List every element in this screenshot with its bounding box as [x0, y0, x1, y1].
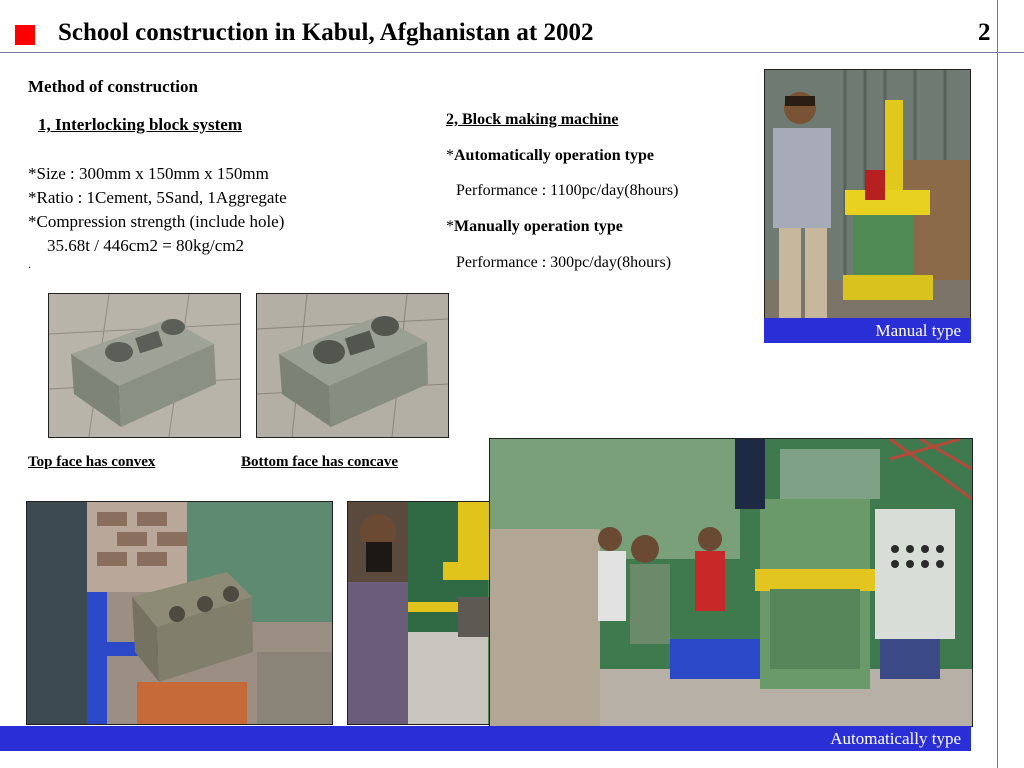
automatic-type-caption-bar — [0, 726, 971, 751]
header-divider — [0, 52, 1024, 53]
spec-list — [28, 162, 287, 270]
auto-operation-label: Automatically operation type — [454, 147, 654, 164]
manual-type-caption: Manual type — [875, 321, 961, 340]
manual-operation-label: Manually operation type — [454, 218, 623, 235]
spec-ratio: *Ratio : 1Cement, 5Sand, 1Aggregate — [28, 188, 287, 207]
block-bottom-face-photo — [256, 293, 449, 438]
section-heading: Method of construction — [28, 77, 198, 96]
page-number: 2 — [978, 19, 991, 46]
manual-type-caption-bar — [764, 318, 971, 343]
manual-performance: Performance : 300pc/day(8hours) — [456, 254, 672, 271]
manual-machine-photo — [764, 69, 971, 321]
block-machine-heading: 2, Block making machine — [446, 111, 619, 128]
auto-operation-line — [446, 147, 654, 165]
manual-prefix: * — [446, 218, 454, 235]
manual-operation-line — [446, 218, 623, 236]
page-title: School construction in Kabul, Afghanistan at 2002 — [58, 19, 594, 46]
top-face-caption: Top face has convex — [28, 454, 156, 470]
automatic-type-caption: Automatically type — [830, 729, 961, 748]
auto-prefix: * — [446, 147, 454, 164]
spec-compression: *Compression strength (include hole) — [28, 212, 285, 231]
manual-operation-photo — [26, 501, 333, 725]
title-marker — [15, 25, 35, 45]
auto-performance: Performance : 1100pc/day(8hours) — [456, 182, 679, 199]
spec-size: *Size : 300mm x 150mm x 150mm — [28, 164, 269, 183]
spec-dot: . — [28, 257, 31, 271]
spec-compression-value: 35.68t / 446cm2 = 80kg/cm2 — [47, 236, 245, 255]
interlocking-heading: 1, Interlocking block system — [38, 115, 242, 134]
bottom-face-caption: Bottom face has concave — [241, 454, 399, 470]
block-top-face-photo — [48, 293, 241, 438]
right-margin-line — [997, 0, 998, 768]
automatic-machine-photo — [489, 438, 973, 727]
